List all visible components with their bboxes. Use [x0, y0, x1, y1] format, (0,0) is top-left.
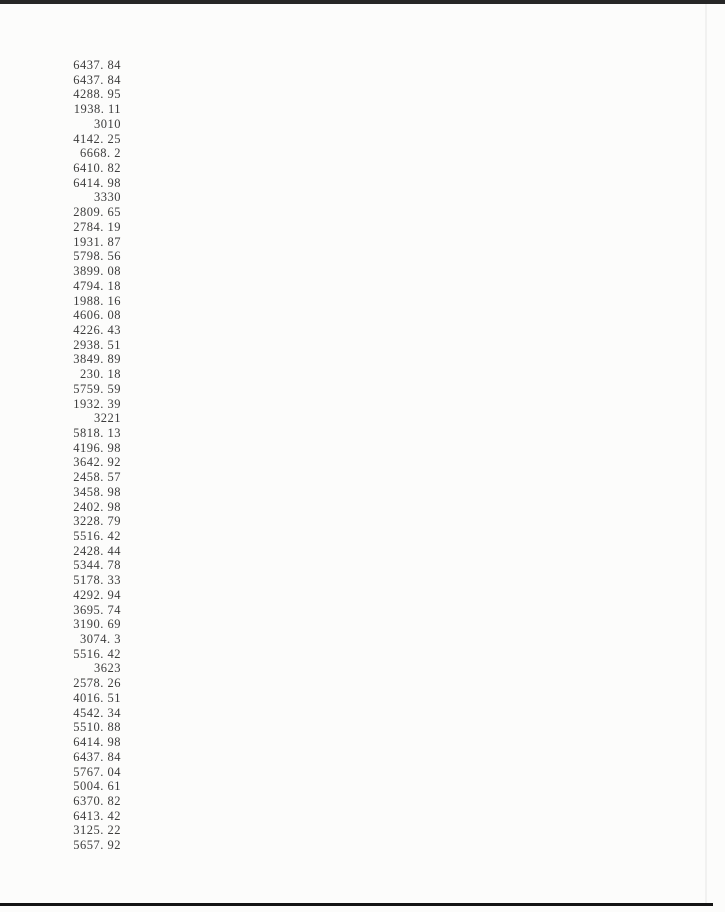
bottom-border-bar	[0, 903, 713, 906]
number-cell: 5516. 42	[73, 529, 121, 543]
number-cell: 2938. 51	[73, 337, 121, 352]
number-cell: 3623	[94, 661, 121, 676]
number-cell: 6437. 84	[73, 58, 121, 72]
number-cell: 5759. 59	[73, 381, 121, 396]
number-cell: 4226. 43	[73, 322, 121, 337]
number-cell: 5798. 56	[73, 249, 121, 264]
number-cell: 5004. 61	[73, 779, 121, 794]
page-right-edge-line	[705, 4, 707, 903]
number-cell: 4196. 98	[73, 440, 121, 455]
number-cell: 2784. 19	[73, 219, 121, 234]
number-cell: 2578. 26	[73, 676, 121, 691]
number-cell: 3642. 92	[73, 455, 121, 470]
number-cell: 6410. 82	[73, 161, 121, 176]
number-cell: 5657. 92	[73, 838, 121, 853]
number-cell: 3330	[94, 190, 121, 205]
number-cell: 2809. 65	[73, 205, 121, 220]
number-cell: 3010	[94, 116, 121, 131]
number-cell: 6414. 98	[73, 175, 121, 190]
number-cell: 4292. 94	[73, 587, 121, 602]
number-cell: 5344. 78	[73, 558, 121, 573]
number-cell: 6414. 98	[73, 735, 121, 750]
number-cell: 3125. 22	[73, 823, 121, 838]
number-cell: 5767. 04	[73, 764, 121, 779]
number-cell: 2428. 44	[73, 543, 121, 558]
number-cell: 2458. 57	[73, 470, 121, 485]
number-cell: 3221	[94, 411, 121, 426]
number-cell: 1988. 16	[73, 293, 121, 308]
number-cell: 6437. 84	[73, 72, 121, 87]
number-cell: 2402. 98	[73, 499, 121, 514]
number-cell: 6370. 82	[73, 793, 121, 808]
number-cell: 5178. 33	[73, 573, 121, 588]
number-cell: 6437. 84	[73, 749, 121, 764]
number-cell: 4016. 51	[73, 690, 121, 705]
number-cell: 3849. 89	[73, 352, 121, 367]
number-cell: 3458. 98	[73, 484, 121, 499]
number-cell: 3074. 3	[80, 632, 121, 647]
number-cell: 230. 18	[80, 367, 121, 382]
number-cell: 3899. 08	[73, 264, 121, 279]
number-cell: 6413. 42	[73, 808, 121, 823]
number-cell: 4606. 08	[73, 308, 121, 323]
number-cell: 5510. 88	[73, 720, 121, 735]
number-cell: 5818. 13	[73, 425, 121, 440]
number-cell: 3228. 79	[73, 514, 121, 529]
number-cell: 4288. 95	[73, 87, 121, 102]
number-cell: 4794. 18	[73, 278, 121, 293]
number-cell: 6668. 2	[80, 146, 121, 161]
number-cell: 4542. 34	[73, 705, 121, 720]
number-cell: 3695. 74	[73, 602, 121, 617]
number-cell: 4142. 25	[73, 131, 121, 146]
number-cell: 3190. 69	[73, 617, 121, 632]
number-cell: 1932. 39	[73, 396, 121, 411]
number-cell: 5516. 42	[73, 646, 121, 661]
numbers-column	[0, 58, 121, 853]
top-border-bar	[0, 0, 725, 4]
number-cell: 1931. 87	[73, 234, 121, 249]
number-cell: 1938. 11	[73, 102, 121, 117]
